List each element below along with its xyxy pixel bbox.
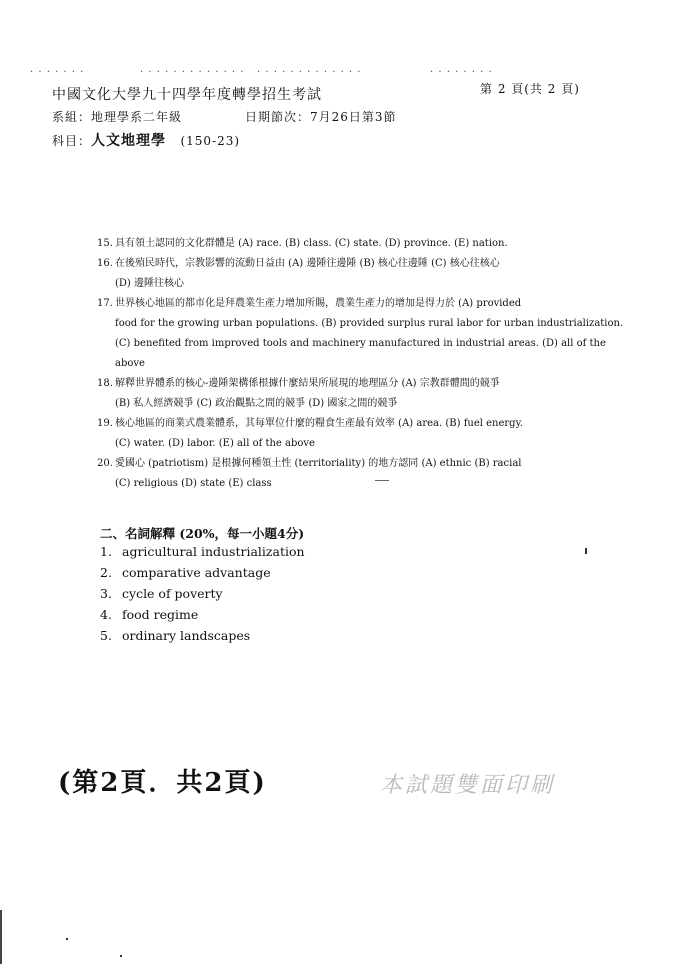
scan-speck [375,480,389,481]
schedule-line: 日期節次：7月26日第3節 [245,110,397,124]
subject-code: (150-23) [180,134,241,148]
scan-speck [585,548,587,554]
dotted-rule-right: . . . . . . . . [430,64,493,75]
scan-speck [120,955,122,957]
question-list [97,234,623,494]
page-indicator: 第 2 頁(共 2 頁) [480,82,580,96]
term-item: 1. agricultural industrialization [100,544,305,559]
question-16: 16. 在後殖民時代，宗教影響的流動日益由 (A) 邊陲往邊陲 (B) 核心往邊陲 (C) 核心往核心 (D) 邊陲往核心 [97,258,500,289]
term-item: 2. comparative advantage [100,565,271,580]
question-20: 20. 愛國心 (patriotism) 是根據何種領土性 (territoriality) 的地方認同 (A) ethnic (B) racial (C) religious (D) state (E) class [97,458,522,489]
question-15: 15. 具有領土認同的文化群體是 (A) race. (B) class. (C) state. (D) province. (E) nation. [97,238,508,249]
term-item: 3. cycle of poverty [100,586,223,601]
dotted-rule-left: . . . . . . . [30,64,85,75]
term-list [100,544,305,649]
subject-label: 科目： [52,134,92,148]
double-sided-stamp: 本試題雙面印刷 [380,773,556,798]
dotted-rule-mid: . . . . . . . . . . . . . . . . . . . . . . . . . . [140,64,362,75]
scan-edge [0,910,2,964]
exam-title: 中國文化大學九十四學年度轉學招生考試 [52,87,322,103]
section-heading: 二、名詞解釋 (20%，每一小題4分) [100,526,305,541]
department-line: 系組：地理學系二年級 [52,110,183,124]
subject-name: 人文地理學 [91,133,167,149]
term-item: 5. ordinary landscapes [100,628,251,643]
subject-line [52,130,240,150]
footer-page-text: (第2頁．共2頁) [58,768,267,798]
question-17: 17. 世界核心地區的都市化是拜農業生產力增加所賜，農業生產力的增加是得力於 (A) provided food for the growing urban populations. (B) provided surplus rural labor for urban industrialization. (C) benefited from improved tools and machinery manufactured in industrial areas. (D) all of the above [97,298,624,369]
scan-speck [66,938,68,940]
term-item: 4. food regime [100,607,199,622]
question-18: 18. 解釋世界體系的核心-邊陲架構係根據什麼結果所展現的地理區分 (A) 宗教群體間的競爭 (B) 私人經濟競爭 (C) 政治觀點之間的競爭 (D) 國家之間的競爭 [97,378,500,409]
question-19: 19. 核心地區的商業式農業體系，其每單位什麼的糧食生產最有效率 (A) area. (B) fuel energy. (C) water. (D) labor. (E) all of the above [97,418,524,449]
